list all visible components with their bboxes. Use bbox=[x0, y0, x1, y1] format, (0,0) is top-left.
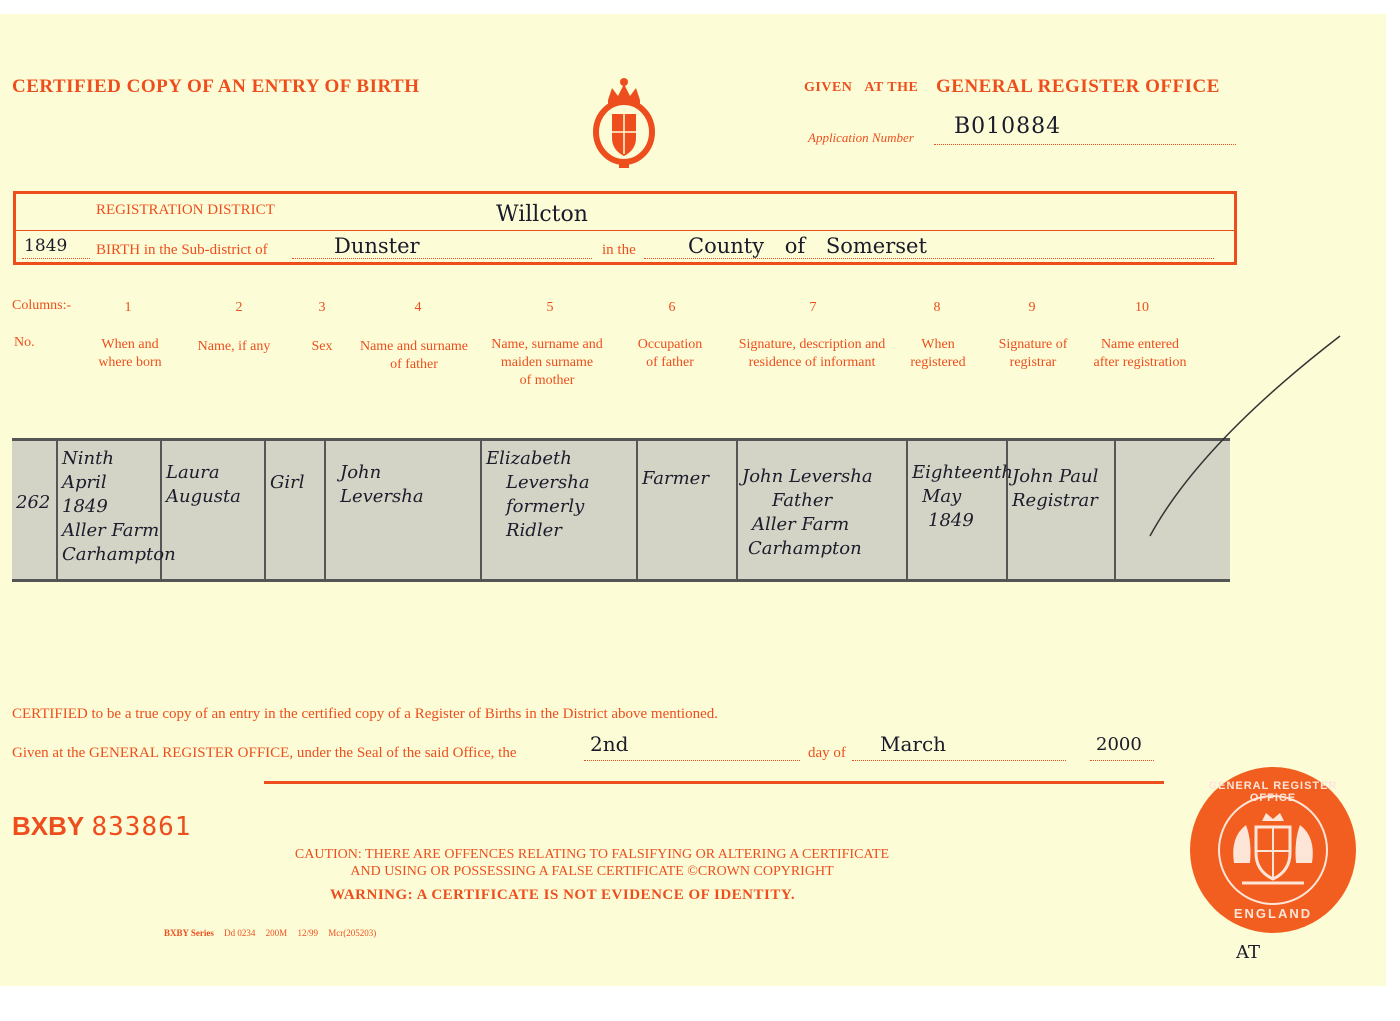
print-code: Mcr(205203) bbox=[328, 928, 377, 938]
serial-prefix: BXBY bbox=[12, 811, 85, 841]
entry-when-where bbox=[58, 441, 176, 579]
heading-line: When and bbox=[101, 337, 159, 352]
entry-line: John Paul bbox=[1012, 466, 1099, 487]
column-number: 5 bbox=[546, 300, 554, 315]
entry-line: Leversha bbox=[340, 486, 424, 507]
column-number: 2 bbox=[235, 300, 243, 315]
heading-line: after registration bbox=[1093, 355, 1187, 370]
clerk-initials: AT bbox=[1236, 942, 1261, 963]
seal-top-text: GENERAL REGISTER OFFICE bbox=[1208, 780, 1338, 804]
column-number: 4 bbox=[414, 300, 422, 315]
heading-line: of mother bbox=[519, 373, 575, 388]
column-heading-when-registered bbox=[898, 336, 978, 372]
column-heading-registrar bbox=[986, 336, 1080, 372]
entry-line: Farmer bbox=[642, 468, 709, 489]
entry-line: Leversha bbox=[506, 472, 590, 493]
subdistrict-value: Dunster bbox=[334, 234, 420, 258]
year-value: 2000 bbox=[1096, 734, 1142, 755]
entry-line: Laura bbox=[166, 462, 220, 483]
seal-bottom-text: ENGLAND bbox=[1233, 906, 1313, 921]
columns-label: Columns:- bbox=[12, 298, 72, 313]
at-the-word: AT THE bbox=[864, 80, 919, 95]
warning-notice: WARNING: A CERTIFICATE IS NOT EVIDENCE OF IDENTITY. bbox=[330, 887, 796, 903]
series-code: BXBY Series bbox=[164, 928, 214, 938]
entry-line: April bbox=[62, 472, 107, 493]
day-of-label: day of bbox=[808, 745, 846, 761]
column-heading-informant bbox=[724, 336, 900, 372]
entry-line: Eighteenth bbox=[912, 462, 1013, 483]
column-number: 10 bbox=[1135, 300, 1149, 315]
caution-line: CAUTION: THERE ARE OFFENCES RELATING TO FALSIFYING OR ALTERING A CERTIFICATE bbox=[294, 847, 890, 862]
heading-line: Name, surname and bbox=[491, 337, 603, 352]
royal-crest-icon bbox=[588, 70, 660, 170]
no-column-heading: No. bbox=[14, 335, 35, 350]
entry-registrar bbox=[1008, 441, 1116, 579]
void-strike-line bbox=[1140, 324, 1360, 544]
print-code: 200M bbox=[265, 928, 288, 938]
certificate-title: CERTIFIED COPY OF AN ENTRY OF BIRTH bbox=[12, 76, 420, 97]
application-number-label: Application Number bbox=[808, 130, 914, 145]
entry-occupation bbox=[638, 441, 738, 579]
day-value: 2nd bbox=[590, 732, 629, 756]
entry-line: Father bbox=[772, 490, 833, 511]
column-heading-sex bbox=[300, 338, 344, 356]
heading-line: Occupation bbox=[637, 337, 703, 352]
heading-line: registrar bbox=[1009, 355, 1057, 370]
entry-father bbox=[326, 441, 482, 579]
column-number: 3 bbox=[318, 300, 326, 315]
entry-name bbox=[162, 441, 266, 579]
entry-sex bbox=[266, 441, 326, 579]
entry-line: formerly bbox=[506, 496, 585, 517]
registration-district-value: Willcton bbox=[496, 202, 588, 227]
column-number: 7 bbox=[809, 300, 817, 315]
application-number-value: B010884 bbox=[954, 114, 1062, 139]
certification-rule bbox=[264, 781, 1164, 784]
heading-line: of father bbox=[646, 355, 694, 370]
heading-line: Signature of bbox=[998, 337, 1068, 352]
column-number: 8 bbox=[933, 300, 941, 315]
serial-digits: 833861 bbox=[91, 812, 192, 842]
entry-line: John bbox=[340, 462, 382, 483]
print-codes bbox=[164, 928, 376, 938]
entry-line: 1849 bbox=[928, 510, 974, 531]
entry-line: Aller Farm bbox=[752, 514, 850, 535]
entry-mother bbox=[482, 441, 638, 579]
entry-number-value: 262 bbox=[16, 492, 51, 513]
column-heading-mother bbox=[480, 336, 614, 390]
column-heading-name bbox=[188, 338, 280, 356]
subdistrict-label: BIRTH in the Sub-district of bbox=[96, 242, 268, 258]
entry-line: Ridler bbox=[506, 520, 562, 541]
registration-year: 1849 bbox=[24, 236, 68, 256]
print-code: 12/99 bbox=[297, 928, 318, 938]
registration-district-label: REGISTRATION DISTRICT bbox=[96, 202, 275, 218]
entry-line: Registrar bbox=[1012, 490, 1098, 511]
entry-line: Carhampton bbox=[62, 544, 176, 565]
in-the-label: in the bbox=[602, 242, 636, 258]
column-heading-father bbox=[348, 338, 480, 374]
entry-line: 1849 bbox=[62, 496, 108, 517]
column-heading-when-born bbox=[80, 336, 180, 372]
heading-line: Name and surname bbox=[359, 339, 469, 354]
entry-when-registered bbox=[908, 441, 1013, 579]
entry-line: Elizabeth bbox=[486, 448, 572, 469]
entry-line: Aller Farm bbox=[62, 520, 160, 541]
caution-line: AND USING OR POSSESSING A FALSE CERTIFICATE ©CROWN COPYRIGHT bbox=[350, 864, 834, 879]
entry-line: Augusta bbox=[166, 486, 241, 507]
entry-line: May bbox=[922, 486, 962, 507]
given-word: GIVEN bbox=[804, 80, 853, 95]
register-office-seal bbox=[1190, 767, 1356, 933]
column-heading-occupation bbox=[628, 336, 712, 372]
given-at-statement: Given at the GENERAL REGISTER OFFICE, under the Seal of the said Office, the bbox=[12, 745, 517, 761]
column-number: 6 bbox=[668, 300, 676, 315]
heading-line: Name, if any bbox=[197, 339, 271, 354]
heading-line: registered bbox=[910, 355, 966, 370]
registration-divider bbox=[16, 230, 1234, 231]
entry-informant bbox=[738, 441, 908, 579]
caution-notice bbox=[266, 846, 918, 880]
county-value: County of Somerset bbox=[688, 234, 927, 258]
entry-line: Girl bbox=[270, 472, 305, 493]
entry-line: John Leversha bbox=[742, 466, 873, 487]
heading-line: When bbox=[921, 337, 955, 352]
entry-line: Ninth bbox=[62, 448, 114, 469]
column-number: 9 bbox=[1028, 300, 1036, 315]
heading-line: Name entered bbox=[1100, 337, 1180, 352]
heading-line: where born bbox=[98, 355, 162, 370]
heading-line: of father bbox=[390, 357, 438, 372]
certified-statement: CERTIFIED to be a true copy of an entry in the certified copy of a Register of Births in the District above mentioned. bbox=[12, 706, 718, 722]
heading-line: residence of informant bbox=[748, 355, 876, 370]
entry-number bbox=[12, 441, 58, 579]
column-number: 1 bbox=[124, 300, 132, 315]
birth-entry-row bbox=[12, 438, 1230, 582]
given-at-label bbox=[804, 80, 918, 96]
month-value: March bbox=[880, 732, 947, 756]
registration-box bbox=[13, 191, 1237, 265]
heading-line: Signature, description and bbox=[738, 337, 886, 352]
print-code: Dd 0234 bbox=[224, 928, 256, 938]
serial-number bbox=[12, 811, 191, 842]
register-office-title: GENERAL REGISTER OFFICE bbox=[936, 76, 1220, 97]
entry-line: Carhampton bbox=[748, 538, 862, 559]
heading-line: Sex bbox=[311, 339, 333, 354]
heading-line: maiden surname bbox=[500, 355, 594, 370]
certificate-sheet bbox=[0, 14, 1386, 986]
